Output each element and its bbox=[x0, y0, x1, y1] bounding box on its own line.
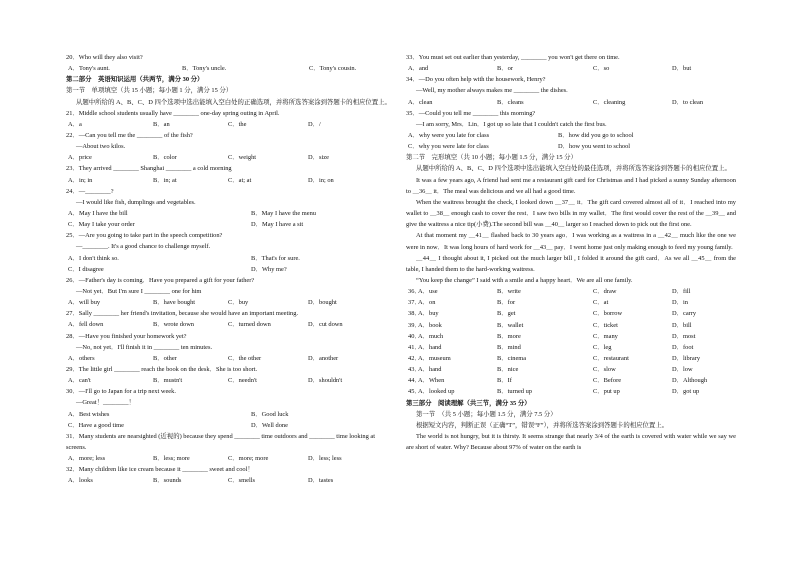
question-20: 20．Who will they also visit? bbox=[66, 54, 143, 61]
options-24-cd: C．May I take your order D．May I have a sit bbox=[68, 221, 304, 229]
options-27: A．fell down B．wrote down C．turned down D．cut down bbox=[68, 321, 343, 329]
options-25-ab: A．I don't think so. B．That's for sure. bbox=[68, 254, 300, 262]
options-32: A．looks B．sounds C．smells D．tastes bbox=[68, 477, 334, 485]
question-23: 23．They arrived ________ Shanghai ________ a cold morning bbox=[66, 165, 232, 173]
section1-title: 第一节 单项填空（共 15 小题；每小题 1 分，满分 15 分） bbox=[66, 87, 233, 95]
question-26: 26．—Father's day is coming．Have you prepared a gift for your father? bbox=[66, 276, 255, 284]
right-column bbox=[406, 52, 736, 453]
options-20: A．Tony's aunt. B．Tony's uncle. C．Tony's cousin. bbox=[68, 65, 357, 73]
options-33: A．and B．or C．so D．but bbox=[408, 65, 692, 73]
options-26: A．will buy B．have bought C．buy D．bought bbox=[68, 299, 337, 307]
left-column bbox=[66, 52, 396, 487]
cloze-paragraph-3: At that moment my ＿41＿ flashed back to 30 years ago．I was working as a waitress in a ＿42＿ much like the one we were in now．It was long hours of hard work for ＿43＿ pay．I went home just only making enough to feed my young family. bbox=[406, 232, 736, 251]
cloze-paragraph-4: ＿44＿ I thought about it, I picked out the much larger bill , I folded it around the gift card．As we all ＿45＿ from the table, I handed them to the hard-working waitress. bbox=[406, 254, 736, 273]
cloze-option-row: 39． A．book B．wallet C．ticket D．bill bbox=[408, 321, 692, 329]
options-30-ab: A．Best wishes B．Good luck bbox=[68, 410, 289, 418]
question-29: 29．The little girl ________ reach the book on the desk．She is too short. bbox=[66, 365, 258, 373]
question-26-reply: —Not yet．But I'm sure I ________ one for him bbox=[76, 287, 202, 295]
cloze-option-row: 38． A．buy B．get C．borrow D．carry bbox=[408, 310, 697, 318]
question-35-reply: —I am sorry, Mrs．Lin．I got up so late that I couldn't catch the first bus. bbox=[416, 120, 607, 128]
options-30-cd: C．Have a good time D．Well done bbox=[68, 421, 288, 429]
part3-title: 第三部分 阅读理解（共三节，满分 35 分） bbox=[406, 399, 531, 407]
options-34: A．clean B．cleans C．cleaning D．to clean bbox=[408, 98, 704, 106]
question-24-reply: —I would like fish, dumplings and vegetables. bbox=[76, 198, 196, 206]
question-21: 21．Middle school students usually have ________ one-day spring outing in April. bbox=[66, 109, 280, 117]
cloze-option-row: 44． A．When B．If C．Before D．Although bbox=[408, 377, 708, 385]
options-29: A．can't B．mustn't C．needn't D．shouldn't bbox=[68, 377, 343, 385]
options-22: A．price B．color C．weight D．size bbox=[68, 154, 329, 162]
question-28-reply: —No, not yet．I'll finish it in ________ ten minutes. bbox=[76, 343, 213, 351]
options-35-cd: C．why you were late for class D．how you went to school bbox=[408, 143, 631, 151]
section2-title: 第二节 完形填空（共 10 小题；每小题 1.5 分，满分 15 分） bbox=[406, 154, 577, 162]
cloze-paragraph-2: When the waitress brought the check, I looked down ＿37＿ it．The gift card covered almost all of it．I reached into my wallet to ＿38＿ enough cash to cover the rest．I saw two bills in my wallet．The first would cover the rest of the ＿39＿ and give the waitress a nice tip(小费).The second bill was ＿40＿ larger so I reached down to pick out the first one. bbox=[406, 198, 736, 229]
cloze-option-row: 41． A．hand B．mind C．leg D．foot bbox=[408, 343, 694, 351]
options-31: A．more; less B．less; more C．more; more D．less; less bbox=[68, 455, 342, 463]
options-25-cd: C．I disagree D．Why me? bbox=[68, 265, 287, 273]
options-23: A．in; in B．in; at C．at; at D．in; on bbox=[68, 176, 334, 184]
cloze-option-row: 42． A．museum B．cinema C．restaurant D．library bbox=[408, 354, 701, 362]
question-30-reply: —Great！________！ bbox=[76, 399, 135, 407]
question-27: 27．Sally ________ her friend's invitation, because she would have an important meeting. bbox=[66, 310, 299, 318]
cloze-paragraph-5: “You keep the change” I said with a smile and a happy heart．We are all one family. bbox=[416, 276, 633, 284]
options-21: A．a B．an C．the D．/ bbox=[68, 120, 321, 128]
options-28: A．others B．other C．the other D．another bbox=[68, 354, 339, 362]
cloze-option-row: 36． A．use B．write C．draw D．fill bbox=[408, 288, 691, 296]
question-28: 28．—Have you finished your homework yet? bbox=[66, 332, 187, 340]
question-22: 22．—Can you tell me the ________ of the fish? bbox=[66, 132, 193, 139]
question-25-reply: —________. It's a good chance to challenge myself. bbox=[76, 243, 211, 251]
question-30: 30．—I'll go to Japan for a trip next week. bbox=[66, 388, 176, 396]
cloze-option-row: 37． A．on B．for C．at D．in bbox=[408, 299, 688, 307]
cloze-option-row: 45． A．looked up B．turned up C．put up D．got up bbox=[408, 388, 700, 396]
question-33: 33．You must set out earlier than yesterday, ________ you won't get there on time. bbox=[406, 54, 620, 61]
part3-section1-title: 第一节 （共 5 小题；每小题 1.5 分，满分 7.5 分） bbox=[416, 410, 557, 418]
options-24-ab: A．May I have the bill B．May I have the menu bbox=[68, 209, 316, 217]
question-31: 31．Many students are nearsighted (近视的) because they spend ________ time outdoors and ________ time looking at screens. bbox=[66, 432, 375, 451]
question-34: 34．—Do you often help with the housework, Henry? bbox=[406, 76, 546, 84]
question-34-reply: —Well, my mother always makes me ________ the dishes. bbox=[416, 87, 568, 95]
options-35-ab: A．why were you late for class B．how did you go to school bbox=[408, 131, 634, 139]
question-32: 32．Many children like ice cream because it ________ sweet and cool！ bbox=[66, 466, 254, 474]
section1-instruction: 从题中所给的 A、B、C、D 四个选项中选出能填入空白处的正确选项，并将所选答案涂到答题卡的相应位置上。 bbox=[76, 98, 391, 106]
cloze-paragraph-1: It was a few years ago, A friend had sent me a restaurant gift card for Christmas and I had picked a sunny Sunday afternoon to ＿36＿ it．The meal was delicious and we all had a good time. bbox=[406, 176, 736, 195]
question-24: 24．—________? bbox=[66, 187, 114, 195]
question-22-reply: —About two kilos. bbox=[76, 143, 126, 151]
reading-passage: The world is not hungry, but it is thirsty. It seems strange that nearly 3/4 of the earth is covered with water while we say we are short of water. Why? Because about 97% of water on the earth is bbox=[406, 432, 736, 452]
question-25: 25．—Are you going to take part in the speech competition? bbox=[66, 232, 223, 240]
part2-title: 第二部分 英语知识运用（共两节，满分 30 分） bbox=[66, 76, 204, 84]
cloze-options bbox=[406, 286, 736, 397]
section2-instruction: 从题中所给的 A、B、C、D 四个选项中选出能填入空白处的最佳选项，并将所选答案涂到答题卡的相应位置上。 bbox=[416, 165, 731, 173]
question-35: 35．—Could you tell me ________ this morning? bbox=[406, 109, 536, 117]
part3-instruction: 根据短文内容，判断正误（正确“T”，错误“F”），并将所选答案涂到答题卡的相应位置上。 bbox=[416, 421, 669, 429]
cloze-option-row: 40． A．much B．more C．many D．most bbox=[408, 332, 696, 340]
cloze-option-row: 43． A．hand B．nice C．slow D．low bbox=[408, 366, 693, 374]
